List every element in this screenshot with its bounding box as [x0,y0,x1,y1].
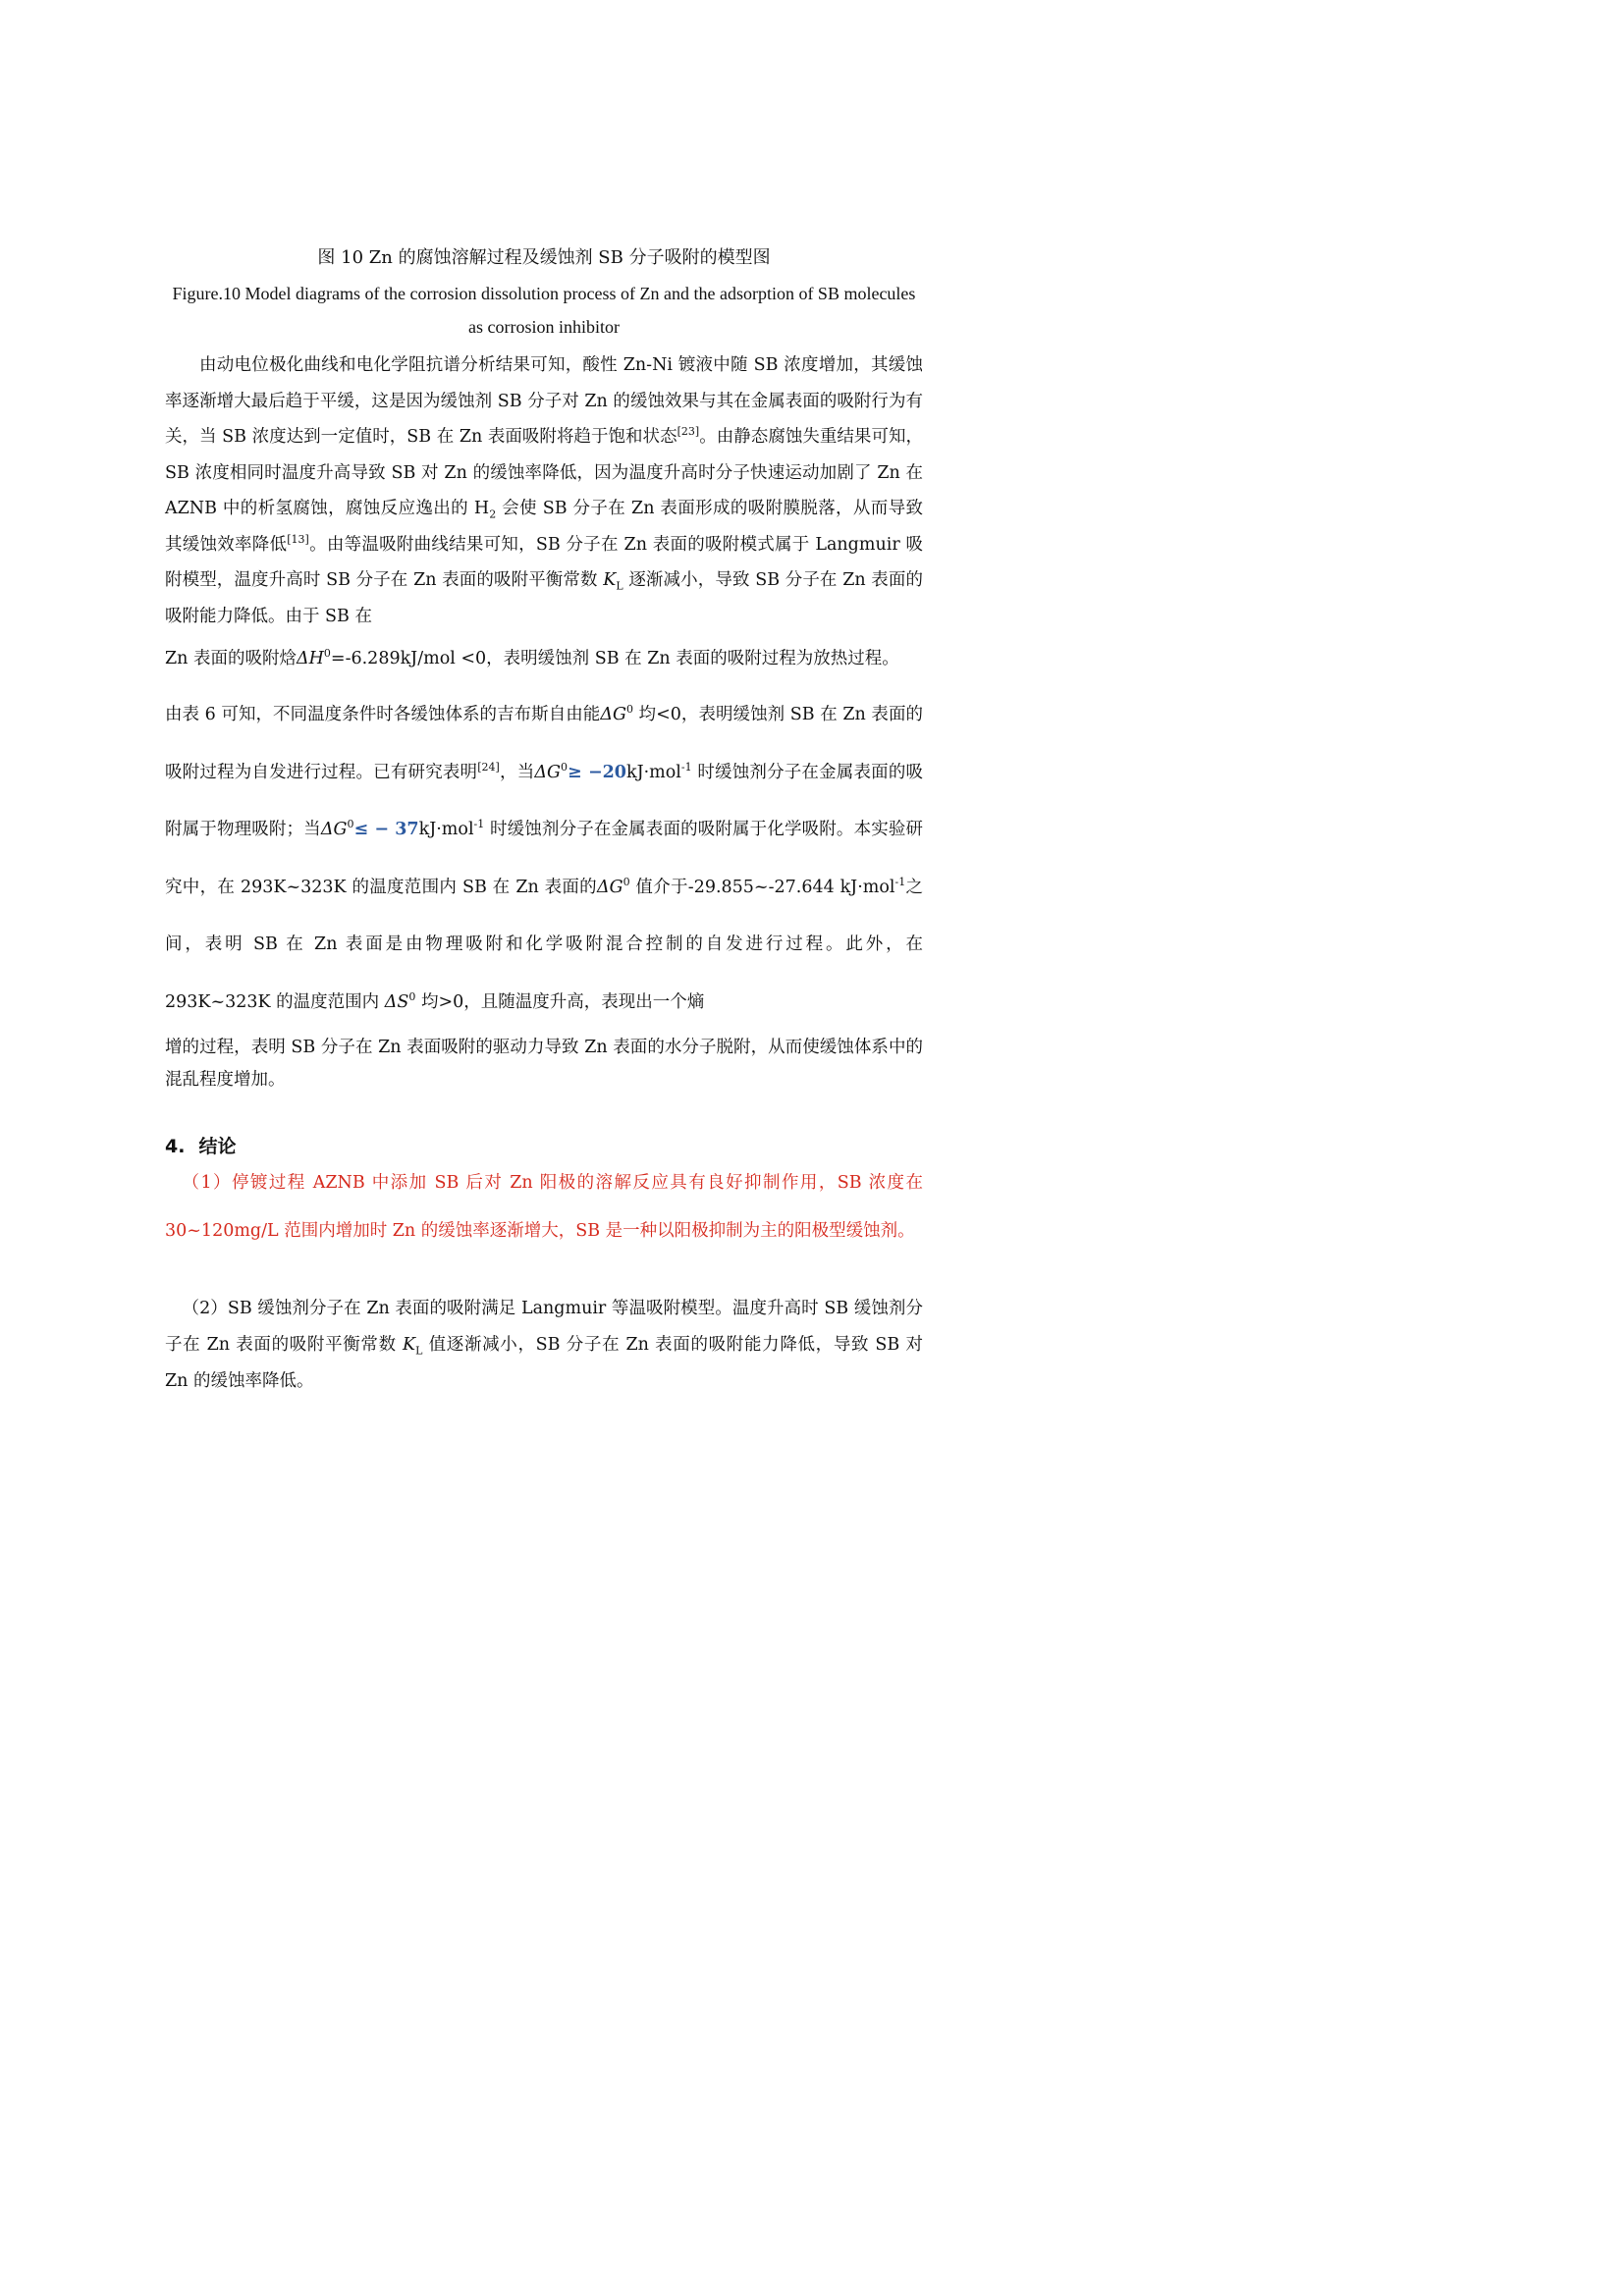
superscript: 0 [623,875,630,888]
text-run: 由动电位极化曲线和电化学阻抗谱分析结果可知，酸性 Zn-Ni 镀液中随 SB 浓度增加，其缓蚀率逐渐增大最后趋于平缓，这是因为缓蚀剂 SB 分子对 Zn 的缓蚀效果与其在金属表面的吸附行为有关，当 SB 浓度达到一定值时，SB 在 Zn 表面吸附将趋于饱和状态 [165,355,923,447]
symbol-delta-g: ΔG [534,762,562,782]
superscript: -1 [473,818,485,831]
text-run: 。由静态腐蚀失重结果可知，SB 浓度相同时温度升高导致 SB 对 Zn 的缓蚀率降低，因为温度升高时分子快速运动加剧了 Zn 在 AZNB 中的析氢腐蚀，腐蚀反应逸出的 H [165,427,923,518]
subscript: 2 [489,507,497,521]
body-paragraph-3 [165,686,923,1031]
text-run: 逐渐减小，导致 SB 分子在 Zn 表面的吸附能力降低。由于 SB 在 [165,570,923,626]
citation: [23] [677,425,700,439]
superscript: 0 [561,760,568,774]
text-run: （2）SB 缓蚀剂分子在 Zn 表面的吸附满足 Langmuir 等温吸附模型。温度升高时 SB 缓蚀剂分子在 Zn 表面的吸附平衡常数 [165,1299,923,1355]
text-run: kJ·mol [625,762,681,782]
figure-caption-english: Figure.10 Model diagrams of the corrosion dissolution process of Zn and the adsorption of SB molecules as corrosion inhibitor [172,284,916,337]
subscript: L [616,579,623,593]
subscript: L [415,1344,423,1358]
superscript: 0 [625,703,633,717]
superscript: -1 [680,760,692,774]
text-run: ，当 [499,762,535,782]
text-run: kJ·mol [418,820,474,839]
symbol-delta-s: ΔS [384,991,409,1012]
section-heading [165,1132,236,1158]
text-run: Zn 表面的吸附焓 [165,649,297,668]
text-run: 时缓蚀剂分子在金属表面的吸附属于物理吸附；当 [165,762,924,839]
superscript: -1 [894,875,906,888]
text-run: 。由等温吸附曲线结果可知，SB 分子在 Zn 表面的吸附模式属于 Langmuir 吸附模型，温度升高时 SB 分子在 Zn 表面的吸附平衡常数 [165,534,924,590]
text-run: =-6.289kJ/mol <0，表明缓蚀剂 SB 在 Zn 表面的吸附过程为放热过程。 [330,649,899,668]
conclusion-2 [165,1291,923,1400]
text-run: 之间，表明 SB 在 Zn 表面是由物理吸附和化学吸附混合控制的自发进行过程。此外，在 293K~323K 的温度范围内 [165,877,924,1012]
text-run: 值介于-29.855~-27.644 kJ·mol [629,877,895,897]
text-run: 由表 6 可知，不同温度条件时各缓蚀体系的吉布斯自由能 [165,705,601,724]
text-run: 会使 SB 分子在 Zn 表面形成的吸附膜脱落，从而导致其缓蚀效率降低 [165,499,924,555]
superscript: 0 [347,818,354,831]
symbol-k: K [603,570,617,590]
document-page [0,0,1082,1530]
symbol-delta-g: ΔG [600,705,626,724]
text-run: 值逐渐减小，SB 分子在 Zn 表面的吸附能力降低，导致 SB 对 Zn 的缓蚀率降低。 [165,1335,923,1391]
inequality-physical: ≥ −20 [568,762,626,782]
text-run: 时缓蚀剂分子在金属表面的吸附属于化学吸附。本实验研究中，在 293K~323K 的温度范围内 SB 在 Zn 表面的 [165,820,924,897]
body-paragraph-1 [165,347,923,634]
symbol-delta-g: ΔG [596,877,623,897]
body-paragraph-2 [165,643,923,674]
inequality-chemical: ≤ − 37 [353,820,419,839]
citation: [24] [477,760,500,774]
section-title: 结论 [198,1136,237,1157]
superscript: 0 [408,989,416,1003]
text-run: 均>0，且随温度升高，表现出一个熵 [415,991,705,1012]
symbol-k: K [403,1335,416,1355]
section-number: 4. [165,1136,186,1157]
conclusion-1: （1）停镀过程 AZNB 中添加 SB 后对 Zn 阳极的溶解反应具有良好抑制作用，SB 浓度在 30~120mg/L 范围内增加时 Zn 的缓蚀率逐渐增大，SB 是一种以阳极抑制为主的阳极型缓蚀剂。 [165,1173,923,1241]
citation: [13] [287,532,309,546]
text-run: 均<0，表明缓蚀剂 SB 在 Zn 表面的吸附过程为自发进行过程。已有研究表明 [165,705,923,782]
symbol-delta-h: ΔH [297,649,324,668]
figure-caption-chinese: 图 10 Zn 的腐蚀溶解过程及缓蚀剂 SB 分子吸附的模型图 [317,247,771,268]
symbol-delta-g: ΔG [320,820,348,839]
body-paragraph-4: 增的过程，表明 SB 分子在 Zn 表面吸附的驱动力导致 Zn 表面的水分子脱附，从而使缓蚀体系中的混乱程度增加。 [165,1038,923,1090]
superscript: 0 [323,647,331,661]
